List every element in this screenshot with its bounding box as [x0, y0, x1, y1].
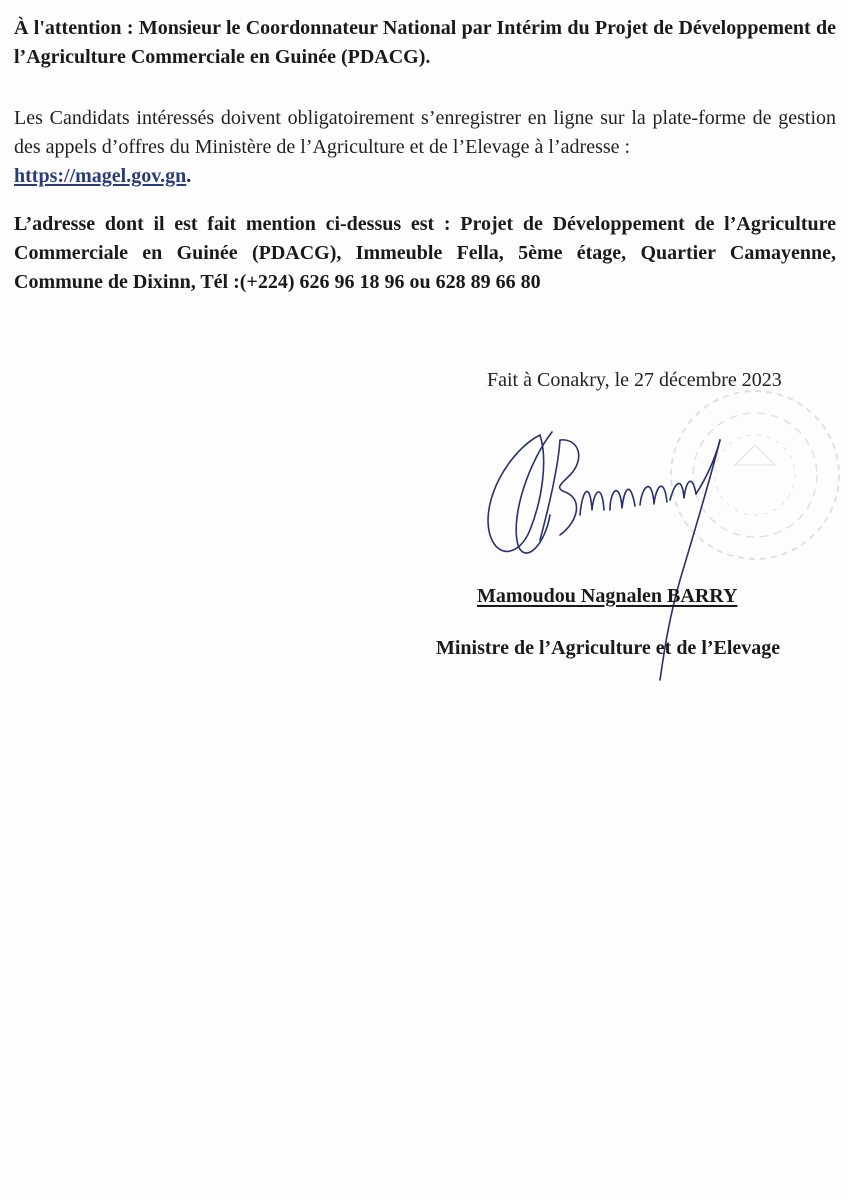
- registration-paragraph: [14, 104, 836, 191]
- signer-title: Ministre de l’Agriculture et de l’Elevage: [436, 637, 781, 659]
- link-suffix: .: [186, 165, 192, 187]
- registration-text: Les Candidats intéressés doivent obligatoirement s’enregistrer en ligne sur la plate-forme de gestion des appels d’offres du Ministère de l’Agriculture et de l’Elevage à l’adresse :: [14, 107, 836, 158]
- platform-link[interactable]: https://magel.gov.gn: [14, 165, 187, 187]
- address-paragraph: L’adresse dont il est fait mention ci-dessus est : Projet de Développement de l’Agriculture Commerciale en Guinée (PDACG), Immeuble Fella, 5ème étage, Quartier Camayenne, Commune de Dixinn, Tél :(+224) 626 96 18 96 ou 628 89 66 80: [14, 213, 836, 293]
- place-date: Fait à Conakry, le 27 décembre 2023: [487, 369, 782, 391]
- attention-prefix: À l'attention :: [14, 17, 139, 39]
- signer-name: Mamoudou Nagnalen BARRY: [477, 585, 738, 607]
- attention-recipient: Monsieur le Coordonnateur National par Intérim du Projet de Développement de l’Agriculture Commerciale en Guinée (PDACG).: [14, 17, 836, 68]
- attention-paragraph: [14, 14, 836, 72]
